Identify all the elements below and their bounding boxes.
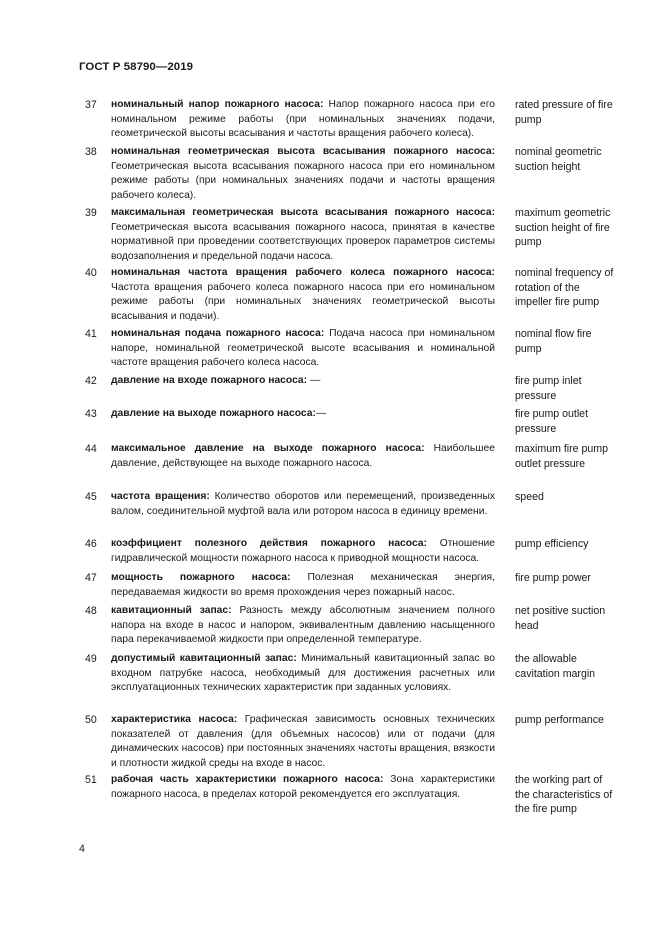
english-equivalent: net positive suction head [515, 605, 606, 632]
term-number: 37 [85, 99, 97, 111]
term-definition: Графическая зависимость основных технических показателей от давления (для объемных насосов) или от подачи (для динамических насосов) при постоянных значениях частоты вращения, вязкости и плотности жидкой среды на входе в насос. [111, 714, 496, 769]
term-definition-block [111, 206, 495, 264]
english-equivalent: fire pump power [515, 572, 591, 584]
term-definition-block [111, 571, 495, 600]
term-definition-block [111, 145, 495, 203]
term-definition-block [111, 374, 495, 389]
document-header: ГОСТ Р 58790—2019 [79, 61, 194, 73]
term-name: номинальная частота вращения рабочего колеса пожарного насоса: [111, 267, 495, 278]
term-number: 39 [85, 207, 97, 219]
term-definition: Минимальный кавитационный запас во входном патрубке насоса, необходимый для достижения расчетных или эксплуатационных технических характеристик при заданных условиях. [111, 653, 495, 694]
term-definition-block [111, 266, 495, 324]
term-number: 46 [85, 538, 97, 550]
term-definition: Разность между абсолютным значением полного напора на входе в насос и напором, эквивалентным давлению насыщенного пара перекачиваемой жидкости при определенной температуре. [111, 605, 495, 646]
term-definition: Количество оборотов или перемещений, произведенных валом, соединительной муфтой вала или ротором насоса в единицу времени. [111, 491, 495, 517]
term-definition-block [111, 407, 495, 422]
term-definition: Напор пожарного насоса при его номинальном режиме работы (при номинальных значениях подачи, геометрической высоты всасывания и частоты вращения рабочего колеса). [111, 99, 495, 140]
english-equivalent: nominal frequency of rotation of the impeller fire pump [515, 267, 614, 309]
term-name: максимальная геометрическая высота всасывания пожарного насоса: [111, 207, 495, 218]
term-definition: Отношение гидравлической мощности пожарного насоса к приводной мощности насоса. [111, 538, 495, 564]
term-definition: Зона характеристики пожарного насоса, в пределах которой рекомендуется его эксплуатация. [111, 774, 495, 800]
english-equivalent: maximum geometric suction height of fire pump [515, 207, 611, 249]
term-name: частота вращения: [111, 491, 210, 502]
term-definition-block [111, 713, 495, 771]
term-number: 47 [85, 572, 97, 584]
term-number: 44 [85, 443, 97, 455]
english-equivalent: pump performance [515, 714, 604, 726]
english-equivalent: speed [515, 491, 544, 503]
english-equivalent: the working part of the characteristics of the fire pump [515, 774, 613, 816]
term-name: номинальная геометрическая высота всасывания пожарного насоса: [111, 146, 495, 157]
term-number: 45 [85, 491, 97, 503]
term-name: номинальная подача пожарного насоса: [111, 328, 325, 339]
english-equivalent: rated pressure of fire pump [515, 99, 613, 126]
term-name: характеристика насоса: [111, 714, 238, 725]
term-definition: Частота вращения рабочего колеса пожарного насоса при его номинальном режиме работы (при номинальных значениях геометрической высоты всасывания и подачи). [111, 281, 495, 322]
term-definition-block [111, 98, 495, 142]
term-definition: — [307, 375, 321, 386]
term-number: 48 [85, 605, 97, 617]
term-name: давление на входе пожарного насоса: [111, 375, 308, 386]
term-definition: Геометрическая высота всасывания пожарного насоса при его номинальном режиме работы (при номинальных значениях подачи и частоты вращения рабочего колеса). [111, 160, 495, 201]
english-equivalent: the allowable cavitation margin [515, 653, 596, 680]
english-equivalent: fire pump outlet pressure [515, 408, 589, 435]
term-number: 38 [85, 146, 97, 158]
term-number: 40 [85, 267, 97, 279]
term-number: 51 [85, 774, 97, 786]
english-equivalent: fire pump inlet pressure [515, 375, 582, 402]
term-name: кавитационный запас: [111, 605, 232, 616]
term-name: номинальный напор пожарного насоса: [111, 99, 324, 110]
term-number: 41 [85, 328, 97, 340]
term-name: мощность пожарного насоса: [111, 572, 291, 583]
term-definition: Подача насоса при номинальном напоре, номинальной геометрической высоте всасывания и номинальной частоте вращения рабочего колеса насоса. [111, 328, 495, 369]
term-definition: — [315, 408, 327, 419]
term-name: коэффициент полезного действия пожарного насоса: [111, 538, 427, 549]
term-definition-block [111, 442, 495, 471]
term-number: 50 [85, 714, 97, 726]
term-definition-block [111, 652, 495, 696]
term-definition-block [111, 490, 495, 519]
term-name: допустимый кавитационный запас: [111, 653, 297, 664]
term-name: рабочая часть характеристики пожарного насоса: [111, 774, 384, 785]
term-name: максимальное давление на выходе пожарного насоса: [111, 443, 425, 454]
page-number: 4 [79, 843, 85, 855]
english-equivalent: nominal geometric suction height [515, 146, 602, 173]
term-number: 49 [85, 653, 97, 665]
term-definition: Геометрическая высота всасывания пожарного насоса, принятая в качестве нормативной при проведении соответствующих проверок параметров системы водозаполнения и предельной подачи насоса. [111, 221, 495, 262]
term-name: давление на выходе пожарного насоса: [111, 408, 316, 419]
term-number: 43 [85, 408, 97, 420]
english-equivalent: maximum fire pump outlet pressure [515, 443, 609, 470]
term-definition: Наибольшее давление, действующее на выходе пожарного насоса. [111, 443, 495, 469]
term-definition-block [111, 537, 495, 566]
term-definition-block [111, 773, 495, 802]
term-definition-block [111, 604, 495, 648]
term-number: 42 [85, 375, 97, 387]
english-equivalent: pump efficiency [515, 538, 589, 550]
term-definition-block [111, 327, 495, 371]
term-definition: Полезная механическая энергия, передаваемая жидкости во время прохождения через пожарный насос. [111, 572, 495, 598]
english-equivalent: nominal flow fire pump [515, 328, 592, 355]
